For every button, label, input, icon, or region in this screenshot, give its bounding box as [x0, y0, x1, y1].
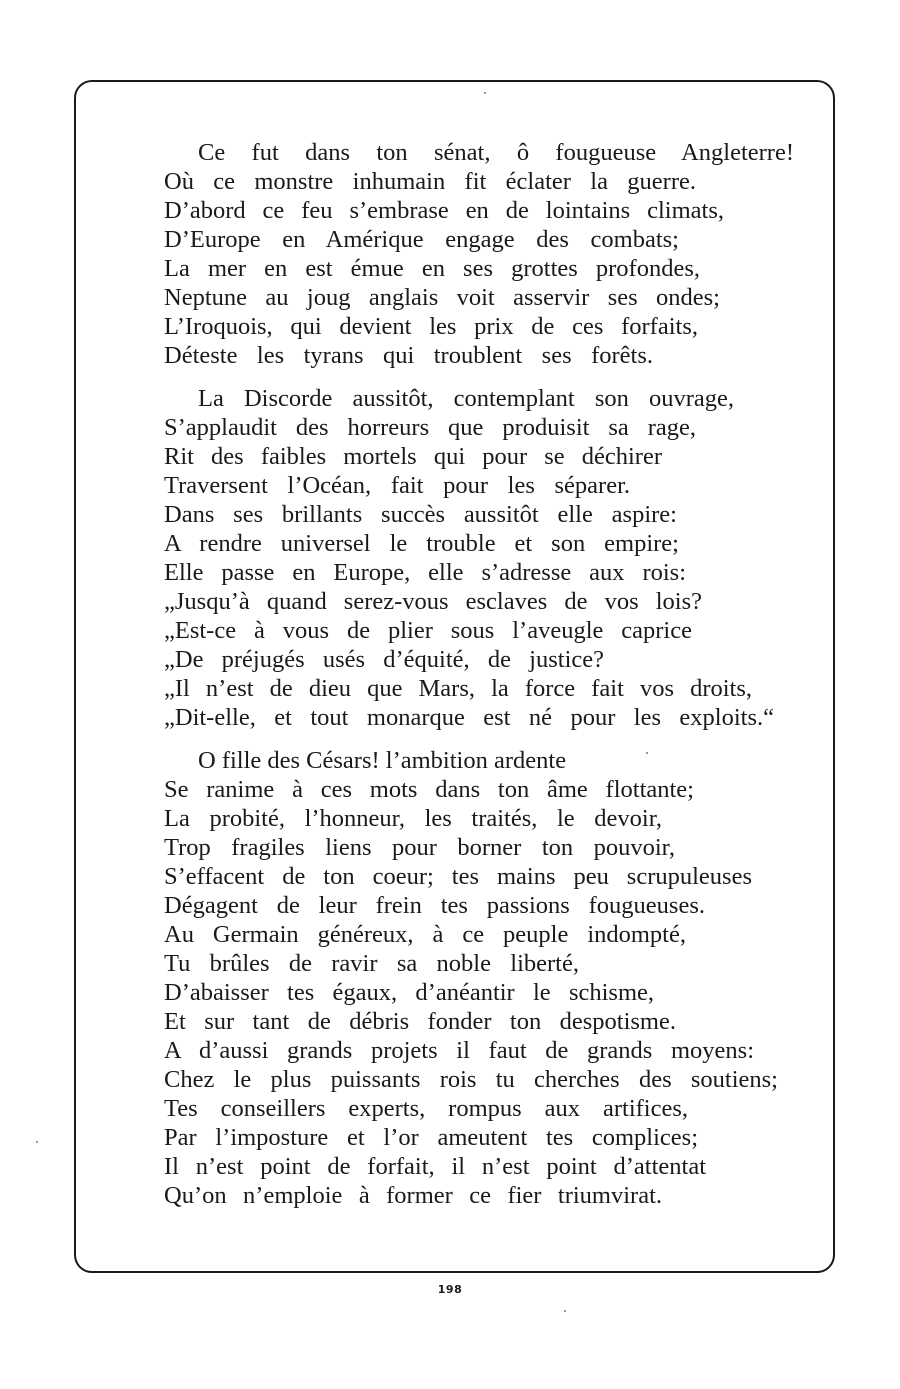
verse-line: Se ranime à ces mots dans ton âme flottante; [164, 776, 694, 803]
verse-line: D’abaisser tes égaux, d’anéantir le schisme, [164, 979, 654, 1006]
verse-line: Et sur tant de débris fonder ton despotisme. [164, 1008, 676, 1035]
verse-line: Il n’est point de forfait, il n’est point d’attentat [164, 1153, 706, 1180]
paper-speck [564, 1310, 566, 1312]
verse-line: Dans ses brillants succès aussitôt elle aspire: [164, 501, 677, 528]
verse-line: Rit des faibles mortels qui pour se déchirer [164, 443, 662, 470]
verse-line: Qu’on n’emploie à former ce fier triumvirat. [164, 1182, 662, 1209]
verse-line: „De préjugés usés d’équité, de justice? [164, 646, 604, 673]
verse-line: „Il n’est de dieu que Mars, la force fait vos droits, [164, 675, 752, 702]
verse-line: O fille des Césars! l’ambition ardente [198, 747, 567, 774]
verse-line: Elle passe en Europe, elle s’adresse aux rois: [164, 559, 686, 586]
paper-speck [36, 1141, 38, 1143]
verse-line: D’abord ce feu s’embrase en de lointains climats, [164, 197, 724, 224]
verse-line: Déteste les tyrans qui troublent ses forêts. [164, 342, 653, 369]
stanza-1 [164, 138, 794, 370]
paper-speck [484, 92, 486, 94]
verse-line: S’effacent de ton coeur; tes mains peu scrupuleuses [164, 863, 752, 890]
stanza-2 [164, 384, 794, 732]
verse-line: Dégagent de leur frein tes passions fougueuses. [164, 892, 705, 919]
verse-line: Par l’imposture et l’or ameutent tes complices; [164, 1124, 698, 1151]
verse-line: D’Europe en Amérique engage des combats; [164, 226, 679, 253]
verse-line: Trop fragiles liens pour borner ton pouvoir, [164, 834, 675, 861]
verse-line: L’Iroquois, qui devient les prix de ces forfaits, [164, 313, 698, 340]
verse-line: Où ce monstre inhumain fit éclater la guerre. [164, 168, 696, 195]
verse-line: La Discorde aussitôt, contemplant son ouvrage, [198, 385, 734, 412]
verse-line: S’applaudit des horreurs que produisit sa rage, [164, 414, 696, 441]
stanza-3 [164, 746, 794, 1210]
verse-line: „Est-ce à vous de plier sous l’aveugle caprice [164, 617, 692, 644]
verse-line: Traversent l’Océan, fait pour les séparer. [164, 472, 630, 499]
verse-line: „Jusqu’à quand serez-vous esclaves de vos lois? [164, 588, 702, 615]
verse-line: A rendre universel le trouble et son empire; [164, 530, 679, 557]
verse-line: Chez le plus puissants rois tu cherches des soutiens; [164, 1066, 778, 1093]
verse-line: Tes conseillers experts, rompus aux artifices, [164, 1095, 688, 1122]
verse-line: Ce fut dans ton sénat, ô fougueuse Angleterre! [198, 139, 794, 166]
poem-body [164, 138, 794, 1224]
verse-line: Neptune au joug anglais voit asservir ses ondes; [164, 284, 720, 311]
paper-speck [646, 752, 648, 754]
verse-line: „Dit-elle, et tout monarque est né pour les exploits.“ [164, 704, 774, 731]
verse-line: A d’aussi grands projets il faut de grands moyens: [164, 1037, 754, 1064]
verse-line: La mer en est émue en ses grottes profondes, [164, 255, 700, 282]
verse-line: Tu brûles de ravir sa noble liberté, [164, 950, 579, 977]
verse-line: Au Germain généreux, à ce peuple indompté, [164, 921, 686, 948]
page-number: 198 [437, 1283, 463, 1296]
verse-line: La probité, l’honneur, les traités, le devoir, [164, 805, 662, 832]
